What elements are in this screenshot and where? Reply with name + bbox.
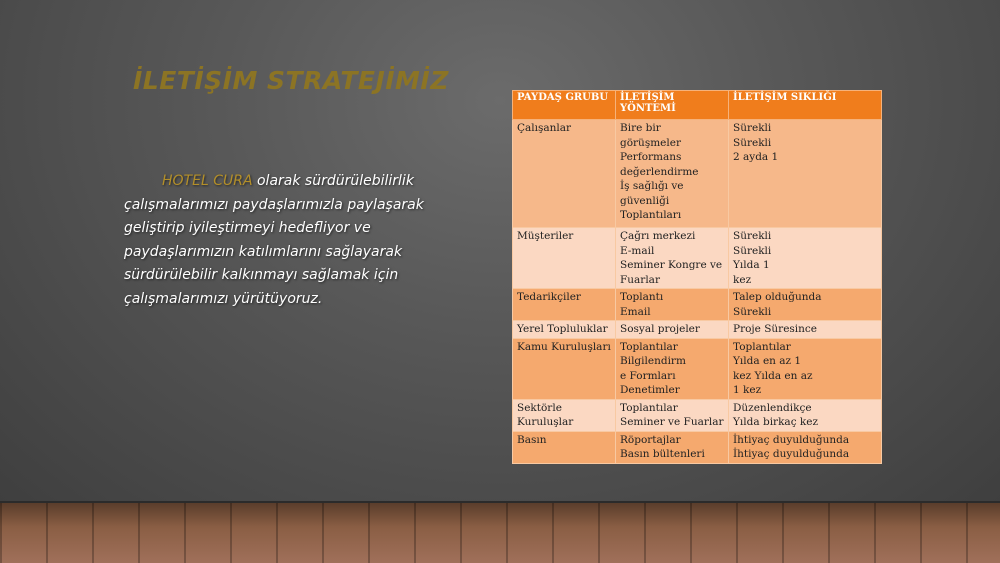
header-communication-frequency: İLETİŞİM SIKLIĞI <box>729 91 882 120</box>
stakeholder-group-label: Müşteriler <box>517 230 574 242</box>
header-communication-method: İLETİŞİM YÖNTEMİ <box>616 91 729 120</box>
communication-method-cell <box>616 321 729 339</box>
table-row <box>513 338 882 399</box>
method-line: Performans <box>620 151 682 163</box>
frequency-line: Düzenlendikçe <box>733 401 812 414</box>
method-line: Sosyal projeler <box>620 323 700 335</box>
method-line: e Formları <box>620 369 676 382</box>
stakeholder-group-label: Tedarikçiler <box>517 291 581 303</box>
communication-frequency-cell <box>729 289 882 321</box>
hotel-name: HOTEL CURA <box>162 173 253 189</box>
method-line: Bire bir <box>620 122 661 134</box>
frequency-line: Yılda birkaç kez <box>733 416 819 428</box>
method-line: Çağrı merkezi <box>620 230 696 242</box>
method-line: görüşmeler <box>620 136 681 149</box>
frequency-line: 1 kez <box>733 384 762 396</box>
communication-frequency-cell <box>729 431 882 463</box>
header-stakeholder-group: PAYDAŞ GRUBU <box>513 91 616 120</box>
frequency-line: Sürekli <box>733 230 772 242</box>
frequency-line: Sürekli <box>733 244 772 257</box>
frequency-line: 2 ayda 1 <box>733 151 779 163</box>
frequency-line: Sürekli <box>733 136 772 149</box>
method-line: Toplantılar <box>620 401 678 414</box>
table-row <box>513 228 882 289</box>
communication-method-cell <box>616 338 729 399</box>
communication-method-cell <box>616 228 729 289</box>
stakeholder-group-label: Çalışanlar <box>517 122 572 134</box>
method-line: Toplantılar <box>620 340 678 353</box>
table-row <box>513 289 882 321</box>
method-line: Seminer ve Fuarlar <box>620 416 724 428</box>
stakeholder-group-label: Yerel Topluluklar <box>517 323 608 335</box>
table-row <box>513 399 882 431</box>
method-line: Email <box>620 305 651 318</box>
method-line: Seminer Kongre ve <box>620 259 723 271</box>
communication-frequency-cell <box>729 228 882 289</box>
method-line: Toplantı <box>620 291 664 303</box>
stakeholder-group-label: Kamu Kuruluşları <box>517 340 611 353</box>
stakeholder-group-cell <box>513 321 616 339</box>
body-text: olarak sürdürülebilirlik çalışmalarımızı paydaşlarımızla paylaşarak geliştirip iyileştirmeyi hedefliyor ve paydaşlarımızın katılımlarını sağlayarak sürdürülebilir kalkınmayı sağlamak için çalışmalarımızı yürütüyoruz. <box>124 173 424 307</box>
table-header-row <box>513 91 882 120</box>
stakeholder-group-label: Sektörle Kuruluşlar <box>517 401 574 428</box>
slide-title: İLETİŞİM STRATEJİMİZ <box>133 66 449 95</box>
frequency-line: kez Yılda en az <box>733 369 813 382</box>
method-line: Fuarlar <box>620 273 660 286</box>
stakeholder-group-cell <box>513 399 616 431</box>
wooden-floor <box>0 503 1000 563</box>
communication-method-cell <box>616 399 729 431</box>
stakeholder-group-cell <box>513 120 616 228</box>
table-row <box>513 431 882 463</box>
frequency-line: Yılda 1 <box>733 259 770 271</box>
communication-frequency-cell <box>729 399 882 431</box>
method-line: Basın bültenleri <box>620 448 705 460</box>
frequency-line: Yılda en az 1 <box>733 355 802 367</box>
body-paragraph <box>124 170 424 311</box>
frequency-line: Proje Süresince <box>733 323 818 335</box>
method-line: Denetimler <box>620 384 680 396</box>
method-line: E-mail <box>620 244 655 257</box>
stakeholder-group-cell <box>513 228 616 289</box>
communication-method-cell <box>616 431 729 463</box>
frequency-line: Toplantılar <box>733 340 791 353</box>
method-line: değerlendirme <box>620 165 699 178</box>
communication-frequency-cell <box>729 338 882 399</box>
stakeholder-group-cell <box>513 431 616 463</box>
table-row <box>513 321 882 339</box>
stakeholder-group-cell <box>513 338 616 399</box>
method-line: Bilgilendirm <box>620 355 686 367</box>
stakeholder-group-cell <box>513 289 616 321</box>
communication-method-cell <box>616 289 729 321</box>
frequency-line: Sürekli <box>733 305 772 318</box>
stakeholder-group-label: Basın <box>517 433 547 446</box>
communication-frequency-cell <box>729 321 882 339</box>
communication-frequency-cell <box>729 120 882 228</box>
method-line: İş sağlığı ve <box>620 180 684 192</box>
communication-method-cell <box>616 120 729 228</box>
frequency-line: İhtiyaç duyulduğunda <box>733 448 850 460</box>
frequency-line: kez <box>733 273 752 286</box>
frequency-line: İhtiyaç duyulduğunda <box>733 433 850 446</box>
table-row <box>513 120 882 228</box>
frequency-line: Talep olduğunda <box>733 291 822 303</box>
communication-table <box>512 90 882 464</box>
method-line: güvenliği <box>620 194 670 207</box>
method-line: Röportajlar <box>620 433 681 446</box>
method-line: Toplantıları <box>620 209 682 221</box>
frequency-line: Sürekli <box>733 122 772 134</box>
